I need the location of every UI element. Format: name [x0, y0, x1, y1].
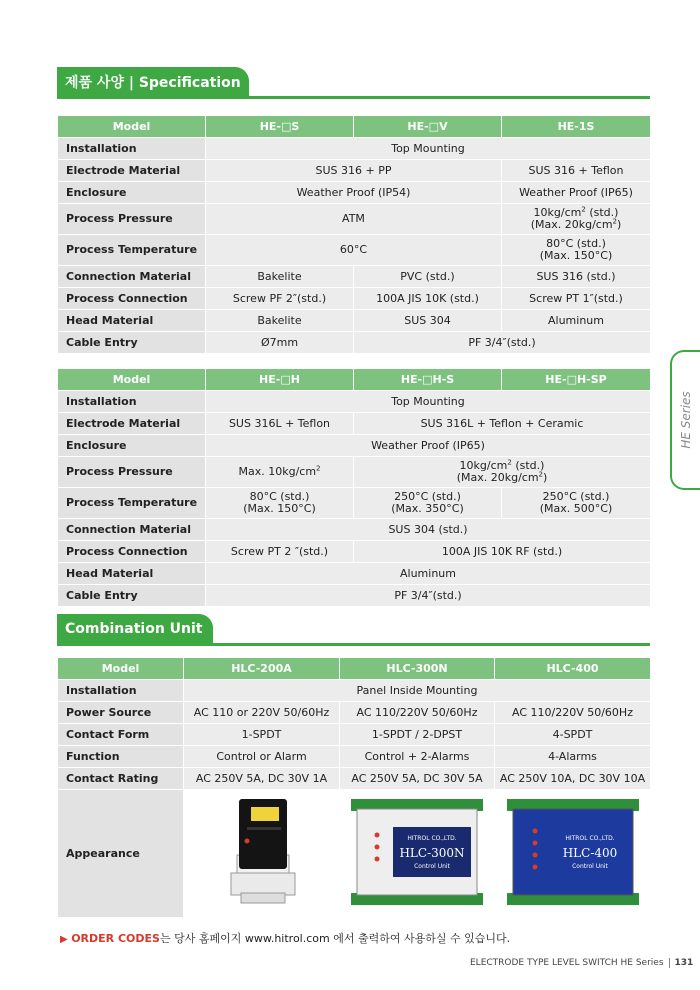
header-cell: HE-□H: [206, 369, 354, 391]
table-cell: SUS 316 + PP: [206, 160, 502, 182]
device-brand: HITROL CO.,LTD.: [407, 835, 457, 842]
row-label: Electrode Material: [58, 160, 206, 182]
device-sub: Control Unit: [414, 863, 450, 870]
table-cell: AC 250V 5A, DC 30V 5A: [340, 768, 495, 790]
cell-text: (std.): [585, 206, 619, 219]
table-cell: AC 250V 5A, DC 30V 1A: [184, 768, 340, 790]
row-label: Cable Entry: [58, 585, 206, 607]
table-cell: Screw PF 2″(std.): [206, 288, 354, 310]
table-cell: Bakelite: [206, 266, 354, 288]
table-cell: Weather Proof (IP65): [206, 435, 651, 457]
row-label: Connection Material: [58, 519, 206, 541]
row-label: Enclosure: [58, 435, 206, 457]
row-label: Appearance: [58, 790, 184, 918]
table-row: [58, 204, 651, 235]
table-cell: Control or Alarm: [184, 746, 340, 768]
cell-text: ): [617, 218, 622, 231]
cell-line: 80°C (std.): [249, 490, 310, 503]
row-label: Process Pressure: [58, 457, 206, 488]
cell-text: (std.): [511, 459, 545, 472]
device-model: HLC-400: [562, 846, 617, 860]
order-codes-note: [60, 930, 510, 946]
section-title-text: Combination Unit: [65, 621, 203, 637]
page-footer: [470, 958, 693, 968]
hlc-300n-image: [347, 797, 487, 907]
table-cell: Aluminum: [206, 563, 651, 585]
header-cell: HLC-300N: [340, 658, 495, 680]
table-cell: Weather Proof (IP54): [206, 182, 502, 204]
table-cell: Screw PT 2 ″(std.): [206, 541, 354, 563]
device-sub: Control Unit: [571, 863, 608, 870]
header-cell: Model: [58, 116, 206, 138]
table-cell: [340, 790, 495, 918]
row-label: Power Source: [58, 702, 184, 724]
cell-line: [356, 472, 648, 484]
table-row: [58, 488, 651, 519]
row-label: Installation: [58, 138, 206, 160]
table-header-row: [58, 369, 651, 391]
row-label: Installation: [58, 391, 206, 413]
cell-text: 10kg/cm: [459, 459, 508, 472]
row-label: Process Pressure: [58, 204, 206, 235]
table-cell: Aluminum: [502, 310, 651, 332]
table-row: [58, 160, 651, 182]
table-cell: SUS 316L + Teflon: [206, 413, 354, 435]
table-cell: Panel Inside Mounting: [184, 680, 651, 702]
table-row: [58, 391, 651, 413]
table-cell: 4-Alarms: [495, 746, 651, 768]
table-cell: 1-SPDT: [184, 724, 340, 746]
cell-text: Max. 10kg/cm: [238, 465, 317, 478]
table-cell: ATM: [206, 204, 502, 235]
cell-line: (Max. 150°C): [243, 502, 316, 515]
row-label: Contact Form: [58, 724, 184, 746]
table-cell: SUS 304: [354, 310, 502, 332]
table-cell: Control + 2-Alarms: [340, 746, 495, 768]
table-cell: SUS 316 + Teflon: [502, 160, 651, 182]
table-cell: Screw PT 1″(std.): [502, 288, 651, 310]
table-cell: Ø7mm: [206, 332, 354, 354]
header-cell: HE-□V: [354, 116, 502, 138]
table-row: [58, 563, 651, 585]
cell-line: 80°C (std.): [546, 237, 606, 250]
section-divider: [57, 96, 650, 99]
superscript: 2: [581, 205, 586, 214]
table-row: [58, 266, 651, 288]
row-label: Process Temperature: [58, 488, 206, 519]
table-cell: [495, 790, 651, 918]
footer-title: ELECTRODE TYPE LEVEL SWITCH HE Series: [470, 958, 664, 968]
row-label: Process Connection: [58, 541, 206, 563]
cell-line: (Max. 350°C): [391, 502, 464, 515]
cell-line: [504, 219, 648, 231]
cell-line: 250°C (std.): [542, 490, 610, 503]
superscript: 2: [507, 458, 512, 467]
table-cell: Top Mounting: [206, 391, 651, 413]
table-row: [58, 680, 651, 702]
table-cell: 100A JIS 10K (std.): [354, 288, 502, 310]
table-cell: PVC (std.): [354, 266, 502, 288]
cell-line: (Max. 150°C): [539, 249, 613, 262]
table-row: [58, 235, 651, 266]
table-row: [58, 702, 651, 724]
table-cell: Bakelite: [206, 310, 354, 332]
row-label: Enclosure: [58, 182, 206, 204]
table-cell: 1-SPDT / 2-DPST: [340, 724, 495, 746]
table-cell: AC 110/220V 50/60Hz: [495, 702, 651, 724]
row-label: Cable Entry: [58, 332, 206, 354]
header-cell: HLC-400: [495, 658, 651, 680]
table-cell: AC 110 or 220V 50/60Hz: [184, 702, 340, 724]
side-tab-label: HE Series: [679, 391, 693, 449]
header-cell: Model: [58, 658, 184, 680]
section-divider: [57, 643, 650, 646]
section-title-specification: [57, 67, 249, 97]
combination-unit-table: [57, 657, 651, 918]
hlc-200a-image: [217, 793, 307, 911]
header-cell: HE-□H-S: [354, 369, 502, 391]
header-cell: Model: [58, 369, 206, 391]
cell-line: 250°C (std.): [394, 490, 461, 503]
table-row: [58, 585, 651, 607]
table-cell: Weather Proof (IP65): [502, 182, 651, 204]
table-cell: [184, 790, 340, 918]
table-cell: [206, 488, 354, 519]
superscript: 2: [538, 470, 544, 479]
table-row: [58, 746, 651, 768]
table-row: [58, 768, 651, 790]
row-label: Function: [58, 746, 184, 768]
table-row: [58, 413, 651, 435]
table-row: [58, 435, 651, 457]
table-cell: SUS 316L + Teflon + Ceramic: [354, 413, 651, 435]
table-cell: [354, 457, 651, 488]
header-cell: HE-1S: [502, 116, 651, 138]
superscript: 2: [316, 464, 321, 473]
table-cell: PF 3/4″(std.): [354, 332, 651, 354]
row-label: Electrode Material: [58, 413, 206, 435]
table-row: [58, 541, 651, 563]
table-header-row: [58, 116, 651, 138]
table-row: [58, 182, 651, 204]
table-cell: [502, 235, 651, 266]
table-row: [58, 457, 651, 488]
table-row: [58, 332, 651, 354]
cell-text: 10kg/cm: [533, 206, 582, 219]
table-header-row: [58, 658, 651, 680]
spec-table-2: [57, 368, 651, 607]
side-tab-he-series[interactable]: [670, 350, 700, 490]
cell-text: (Max. 20kg/cm: [530, 218, 613, 231]
table-cell: AC 250V 10A, DC 30V 10A: [495, 768, 651, 790]
table-cell: [354, 488, 502, 519]
header-cell: HE-□H-SP: [502, 369, 651, 391]
spec-table-1: [57, 115, 651, 354]
table-cell: [502, 204, 651, 235]
table-cell: SUS 304 (std.): [206, 519, 651, 541]
table-cell: [206, 457, 354, 488]
row-label: Installation: [58, 680, 184, 702]
row-label: Contact Rating: [58, 768, 184, 790]
row-label: Head Material: [58, 310, 206, 332]
table-row: [58, 288, 651, 310]
table-row: [58, 519, 651, 541]
page-number: 131: [669, 958, 694, 968]
table-cell: Top Mounting: [206, 138, 651, 160]
table-cell: AC 110/220V 50/60Hz: [340, 702, 495, 724]
cell-text: (Max. 20kg/cm: [456, 471, 539, 484]
order-codes-label[interactable]: ORDER CODES: [71, 932, 160, 945]
row-label: Connection Material: [58, 266, 206, 288]
hlc-400-image: [503, 797, 643, 907]
superscript: 2: [612, 217, 618, 226]
row-label: Process Temperature: [58, 235, 206, 266]
table-cell: [502, 488, 651, 519]
header-cell: HLC-200A: [184, 658, 340, 680]
table-cell: SUS 316 (std.): [502, 266, 651, 288]
table-cell: PF 3/4″(std.): [206, 585, 651, 607]
device-model: HLC-300N: [399, 846, 465, 860]
device-brand: HITROL CO.,LTD.: [564, 835, 615, 842]
table-cell: 4-SPDT: [495, 724, 651, 746]
table-row: [58, 790, 651, 918]
order-codes-text: 는 당사 홈페이지 www.hitrol.com 에서 출력하여 사용하실 수 있습니다.: [159, 932, 511, 945]
section-title-text: 제품 사양 | Specification: [65, 75, 241, 91]
table-cell: 100A JIS 10K RF (std.): [354, 541, 651, 563]
cell-text: ): [543, 471, 548, 484]
table-cell: 60°C: [206, 235, 502, 266]
cell-line: (Max. 500°C): [539, 502, 613, 515]
header-cell: HE-□S: [206, 116, 354, 138]
table-row: [58, 724, 651, 746]
table-row: [58, 310, 651, 332]
row-label: Process Connection: [58, 288, 206, 310]
section-title-combination-unit: [57, 614, 213, 644]
arrow-right-icon: ▶: [60, 934, 68, 945]
row-label: Head Material: [58, 563, 206, 585]
table-row: [58, 138, 651, 160]
